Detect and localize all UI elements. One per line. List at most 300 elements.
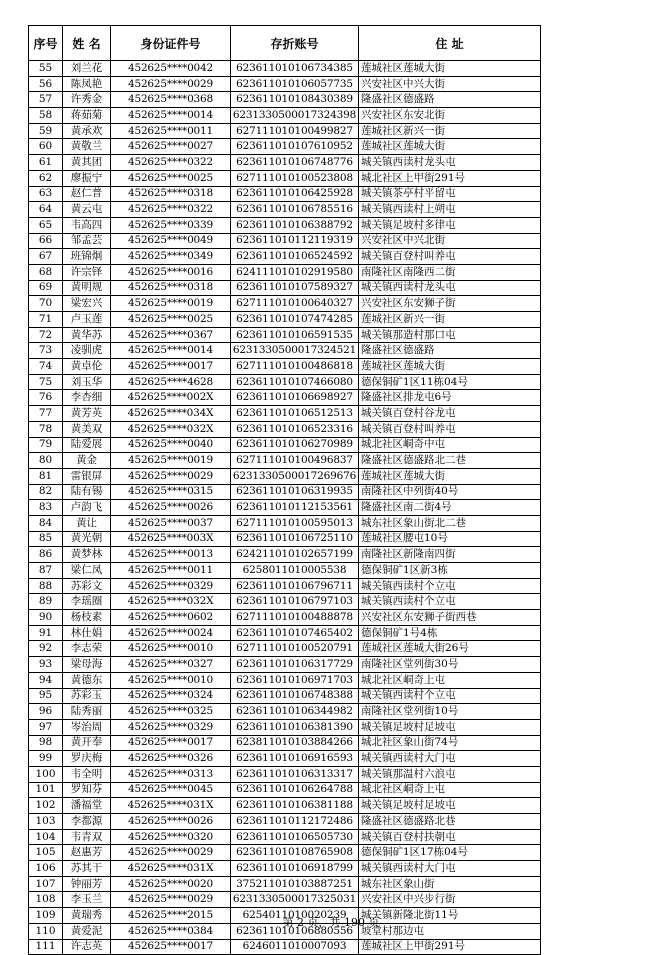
row-address: 城关镇西读村龙头屯	[359, 155, 541, 171]
row-seq: 97	[29, 719, 63, 735]
row-seq: 64	[29, 202, 63, 218]
row-id-number: 452625****0384	[111, 923, 231, 939]
row-name: 陆爱展	[63, 437, 111, 453]
row-account-number: 624111010102919580	[231, 264, 359, 280]
row-name: 韦高四	[63, 217, 111, 233]
row-name: 潘福堂	[63, 798, 111, 814]
row-account-number: 627111010100499827	[231, 123, 359, 139]
row-id-number: 452625****0326	[111, 751, 231, 767]
table-row	[29, 421, 541, 437]
table-row	[29, 155, 541, 171]
row-account-number: 6231330500017269676	[231, 468, 359, 484]
row-name: 梁仁凤	[63, 563, 111, 579]
row-seq: 94	[29, 672, 63, 688]
row-seq: 89	[29, 594, 63, 610]
row-account-number: 623611010106734385	[231, 61, 359, 77]
data-table	[28, 25, 541, 955]
row-name: 黄明规	[63, 280, 111, 296]
row-id-number: 452625****0020	[111, 876, 231, 892]
row-seq: 81	[29, 468, 63, 484]
row-name: 廖振宁	[63, 170, 111, 186]
row-address: 城关镇百登村扶朝屯	[359, 829, 541, 845]
row-account-number: 623611010106381188	[231, 798, 359, 814]
row-seq: 70	[29, 296, 63, 312]
row-address: 兴安社区东安狮子街西巷	[359, 610, 541, 626]
row-seq: 105	[29, 845, 63, 861]
row-account-number: 623611010107610952	[231, 139, 359, 155]
row-address: 城关镇百登村叫养屯	[359, 421, 541, 437]
row-id-number: 452625****0322	[111, 202, 231, 218]
row-name: 韦青双	[63, 829, 111, 845]
row-name: 雷银屏	[63, 468, 111, 484]
row-address: 隆盛社区排龙屯6号	[359, 390, 541, 406]
header-row	[29, 26, 541, 61]
row-account-number: 623611010106916593	[231, 751, 359, 767]
row-account-number: 624211010102657199	[231, 547, 359, 563]
header-seq: 序号	[29, 26, 63, 61]
row-address: 城关镇西读村个立屯	[359, 688, 541, 704]
row-seq: 62	[29, 170, 63, 186]
row-id-number: 452625****0315	[111, 484, 231, 500]
row-id-number: 452625****0029	[111, 468, 231, 484]
row-name: 李志荣	[63, 641, 111, 657]
row-address: 城北社区上甲街291号	[359, 170, 541, 186]
row-account-number: 623611010106796711	[231, 578, 359, 594]
row-address: 莲城社区莲城大街	[359, 468, 541, 484]
row-account-number: 623611010106591535	[231, 327, 359, 343]
row-account-number: 623611010106319935	[231, 484, 359, 500]
row-account-number: 627111010100488878	[231, 610, 359, 626]
header-address: 住 址	[359, 26, 541, 61]
table-row	[29, 312, 541, 328]
row-account-number: 6231330500017325031	[231, 892, 359, 908]
row-seq: 75	[29, 374, 63, 390]
row-address: 城关镇西读村上朔屯	[359, 202, 541, 218]
row-seq: 61	[29, 155, 63, 171]
row-address: 城关镇新隆北街11号	[359, 908, 541, 924]
row-account-number: 627111010100595013	[231, 515, 359, 531]
row-name: 黄美双	[63, 421, 111, 437]
row-name: 许志英	[63, 939, 111, 955]
table-row	[29, 876, 541, 892]
row-name: 黄芳英	[63, 406, 111, 422]
row-seq: 87	[29, 563, 63, 579]
table-row	[29, 500, 541, 516]
row-id-number: 452625****0049	[111, 233, 231, 249]
row-name: 赵仁普	[63, 186, 111, 202]
row-name: 苏彩文	[63, 578, 111, 594]
table-row	[29, 327, 541, 343]
table-row	[29, 484, 541, 500]
row-id-number: 452625****0017	[111, 359, 231, 375]
table-row	[29, 359, 541, 375]
row-account-number: 623611010106057735	[231, 76, 359, 92]
row-name: 罗庆梅	[63, 751, 111, 767]
row-address: 德保铜矿1区新3栋	[359, 563, 541, 579]
row-seq: 88	[29, 578, 63, 594]
table-row	[29, 76, 541, 92]
row-seq: 103	[29, 814, 63, 830]
table-row	[29, 61, 541, 77]
row-name: 黄其团	[63, 155, 111, 171]
row-seq: 84	[29, 515, 63, 531]
row-address: 南隆社区中列街40号	[359, 484, 541, 500]
table-row	[29, 704, 541, 720]
table-row	[29, 594, 541, 610]
row-seq: 101	[29, 782, 63, 798]
row-id-number: 452625****0017	[111, 939, 231, 955]
row-account-number: 623611010106313317	[231, 766, 359, 782]
table-row	[29, 657, 541, 673]
row-seq: 57	[29, 92, 63, 108]
row-name: 罗知芬	[63, 782, 111, 798]
row-seq: 77	[29, 406, 63, 422]
row-account-number: 623611010112153561	[231, 500, 359, 516]
row-id-number: 452625****034X	[111, 406, 231, 422]
table-row	[29, 406, 541, 422]
row-address: 城关镇足坡村多律屯	[359, 217, 541, 233]
row-account-number: 623611010106344982	[231, 704, 359, 720]
row-seq: 71	[29, 312, 63, 328]
row-address: 城关镇西读村龙头屯	[359, 280, 541, 296]
row-address: 兴安社区中兴大街	[359, 76, 541, 92]
row-id-number: 452625****0320	[111, 829, 231, 845]
row-name: 黄金	[63, 453, 111, 469]
row-address: 城北社区象山街74号	[359, 735, 541, 751]
row-seq: 60	[29, 139, 63, 155]
row-name: 陆秀丽	[63, 704, 111, 720]
row-id-number: 452625****002X	[111, 390, 231, 406]
row-name: 卢韵飞	[63, 500, 111, 516]
row-address: 南隆社区新隆南四街	[359, 547, 541, 563]
row-name: 黄让	[63, 515, 111, 531]
row-name: 黄光朝	[63, 531, 111, 547]
row-account-number: 623611010106698927	[231, 390, 359, 406]
row-address: 城关镇那温村六浪屯	[359, 766, 541, 782]
row-account-number: 623611010107466080	[231, 374, 359, 390]
row-account-number: 623611010106512513	[231, 406, 359, 422]
row-id-number: 452625****0026	[111, 814, 231, 830]
row-account-number: 623611010106425928	[231, 186, 359, 202]
row-account-number: 623611010106505730	[231, 829, 359, 845]
row-seq: 106	[29, 861, 63, 877]
row-name: 钟丽芳	[63, 876, 111, 892]
row-account-number: 627111010100486818	[231, 359, 359, 375]
row-address: 莲城社区上甲街291号	[359, 939, 541, 955]
row-seq: 69	[29, 280, 63, 296]
row-id-number: 452625****0318	[111, 280, 231, 296]
row-id-number: 452625****0027	[111, 139, 231, 155]
row-name: 黄梦林	[63, 547, 111, 563]
row-seq: 65	[29, 217, 63, 233]
row-id-number: 452625****0037	[111, 515, 231, 531]
row-address: 南隆社区堂列街30号	[359, 657, 541, 673]
row-address: 兴安社区东安北街	[359, 108, 541, 124]
row-account-number: 623611010106785516	[231, 202, 359, 218]
row-name: 赵惠芳	[63, 845, 111, 861]
table-row	[29, 782, 541, 798]
row-address: 隆盛社区德盛路	[359, 92, 541, 108]
row-seq: 102	[29, 798, 63, 814]
row-name: 韦全明	[63, 766, 111, 782]
row-id-number: 452625****0017	[111, 735, 231, 751]
row-name: 杨枝素	[63, 610, 111, 626]
row-name: 许秀金	[63, 92, 111, 108]
table-row	[29, 468, 541, 484]
row-name: 苏彩玉	[63, 688, 111, 704]
table-row	[29, 672, 541, 688]
row-address: 莲城社区莲城大街	[359, 139, 541, 155]
row-id-number: 452625****0040	[111, 437, 231, 453]
row-seq: 109	[29, 908, 63, 924]
table-row	[29, 123, 541, 139]
row-name: 许宗铎	[63, 264, 111, 280]
row-seq: 66	[29, 233, 63, 249]
row-seq: 108	[29, 892, 63, 908]
row-account-number: 623611010108765908	[231, 845, 359, 861]
row-name: 凌驯虎	[63, 343, 111, 359]
row-account-number: 627111010100496837	[231, 453, 359, 469]
row-address: 城北社区峒奇中屯	[359, 437, 541, 453]
row-name: 李都源	[63, 814, 111, 830]
row-name: 陆有锡	[63, 484, 111, 500]
table-row	[29, 766, 541, 782]
row-name: 陈凤艳	[63, 76, 111, 92]
row-id-number: 452625****0011	[111, 123, 231, 139]
row-account-number: 623611010106264788	[231, 782, 359, 798]
row-id-number: 452625****0339	[111, 217, 231, 233]
row-seq: 72	[29, 327, 63, 343]
row-seq: 79	[29, 437, 63, 453]
row-name: 黄瑞秀	[63, 908, 111, 924]
row-seq: 95	[29, 688, 63, 704]
row-seq: 98	[29, 735, 63, 751]
table-row	[29, 829, 541, 845]
row-id-number: 452625****0025	[111, 312, 231, 328]
row-address: 莲城社区新兴一街	[359, 123, 541, 139]
row-address: 兴安社区东安狮子街	[359, 296, 541, 312]
row-seq: 93	[29, 657, 63, 673]
row-account-number: 6246011010007093	[231, 939, 359, 955]
row-id-number: 452625****0026	[111, 500, 231, 516]
row-id-number: 452625****032X	[111, 421, 231, 437]
row-id-number: 452625****0324	[111, 688, 231, 704]
row-id-number: 452625****0329	[111, 719, 231, 735]
table-row	[29, 625, 541, 641]
row-id-number: 452625****2015	[111, 908, 231, 924]
table-row	[29, 719, 541, 735]
row-seq: 104	[29, 829, 63, 845]
row-seq: 90	[29, 610, 63, 626]
row-id-number: 452625****003X	[111, 531, 231, 547]
row-id-number: 452625****4628	[111, 374, 231, 390]
row-address: 城北社区峒奇上屯	[359, 672, 541, 688]
row-id-number: 452625****0011	[111, 563, 231, 579]
row-seq: 67	[29, 249, 63, 265]
row-account-number: 623611010106388792	[231, 217, 359, 233]
row-id-number: 452625****0349	[111, 249, 231, 265]
row-id-number: 452625****0325	[111, 704, 231, 720]
row-id-number: 452625****0329	[111, 578, 231, 594]
row-name: 班锦炯	[63, 249, 111, 265]
row-id-number: 452625****0029	[111, 76, 231, 92]
row-account-number: 623611010112172486	[231, 814, 359, 830]
row-address: 城关镇百登村谷龙屯	[359, 406, 541, 422]
row-name: 黄云屯	[63, 202, 111, 218]
table-row	[29, 939, 541, 955]
table-row	[29, 296, 541, 312]
row-account-number: 375211010103887251	[231, 876, 359, 892]
row-name: 黄爱泥	[63, 923, 111, 939]
row-id-number: 452625****032X	[111, 594, 231, 610]
row-account-number: 623611010106918799	[231, 861, 359, 877]
row-account-number: 623611010106524592	[231, 249, 359, 265]
row-seq: 107	[29, 876, 63, 892]
row-account-number: 623611010106270989	[231, 437, 359, 453]
row-name: 黄承欢	[63, 123, 111, 139]
row-id-number: 452625****0602	[111, 610, 231, 626]
table-row	[29, 374, 541, 390]
row-id-number: 452625****031X	[111, 861, 231, 877]
row-account-number: 623611010107465402	[231, 625, 359, 641]
row-name: 刘兰花	[63, 61, 111, 77]
row-id-number: 452625****0014	[111, 108, 231, 124]
row-account-number: 627111010100520791	[231, 641, 359, 657]
row-seq: 56	[29, 76, 63, 92]
row-account-number: 623611010106725110	[231, 531, 359, 547]
row-address: 南隆社区堂列街10号	[359, 704, 541, 720]
row-seq: 68	[29, 264, 63, 280]
row-id-number: 452625****0019	[111, 296, 231, 312]
row-name: 苏其干	[63, 861, 111, 877]
row-address: 兴安社区中兴步行街	[359, 892, 541, 908]
row-address: 城北社区峒奇上屯	[359, 782, 541, 798]
row-seq: 96	[29, 704, 63, 720]
row-id-number: 452625****0014	[111, 343, 231, 359]
row-id-number: 452625****0010	[111, 672, 231, 688]
row-seq: 86	[29, 547, 63, 563]
row-address: 城关镇足坡村足坡屯	[359, 719, 541, 735]
row-id-number: 452625****0019	[111, 453, 231, 469]
row-name: 李杏细	[63, 390, 111, 406]
table-row	[29, 108, 541, 124]
row-account-number: 623611010106971703	[231, 672, 359, 688]
page-footer: 第 2 页，共 190 页	[282, 916, 380, 929]
table-row	[29, 92, 541, 108]
row-address: 城东社区象山街	[359, 876, 541, 892]
row-address: 南隆社区南隆西二街	[359, 264, 541, 280]
row-id-number: 452625****0024	[111, 625, 231, 641]
row-seq: 82	[29, 484, 63, 500]
row-id-number: 452625****0045	[111, 782, 231, 798]
table-row	[29, 202, 541, 218]
row-name: 刘玉华	[63, 374, 111, 390]
row-address: 兴安社区中兴北街	[359, 233, 541, 249]
table-row	[29, 563, 541, 579]
row-address: 莲城社区腰屯10号	[359, 531, 541, 547]
table-row	[29, 343, 541, 359]
row-name: 李玉兰	[63, 892, 111, 908]
table-row	[29, 453, 541, 469]
row-address: 莲城社区新兴一街	[359, 312, 541, 328]
row-name: 蒋茹菊	[63, 108, 111, 124]
row-name: 岑治周	[63, 719, 111, 735]
row-name: 邹孟芸	[63, 233, 111, 249]
header-name: 姓 名	[63, 26, 111, 61]
row-account-number: 6231330500017324521	[231, 343, 359, 359]
row-account-number: 6254011010020239	[231, 908, 359, 924]
row-account-number: 623611010106748388	[231, 688, 359, 704]
table-row	[29, 139, 541, 155]
table-row	[29, 751, 541, 767]
table-row	[29, 798, 541, 814]
row-account-number: 6231330500017324398	[231, 108, 359, 124]
row-address: 隆盛社区南二街4号	[359, 500, 541, 516]
row-seq: 73	[29, 343, 63, 359]
row-id-number: 452625****0327	[111, 657, 231, 673]
row-address: 德保铜矿1区11栋04号	[359, 374, 541, 390]
row-id-number: 452625****0029	[111, 845, 231, 861]
row-name: 黄卓伦	[63, 359, 111, 375]
row-seq: 76	[29, 390, 63, 406]
table-row	[29, 861, 541, 877]
row-id-number: 452625****0313	[111, 766, 231, 782]
row-seq: 83	[29, 500, 63, 516]
row-address: 隆盛社区德盛路	[359, 343, 541, 359]
row-address: 城东社区象山街北二巷	[359, 515, 541, 531]
row-address: 坡堂村那边屯	[359, 923, 541, 939]
row-seq: 74	[29, 359, 63, 375]
row-seq: 110	[29, 923, 63, 939]
row-address: 城关镇西读村大门屯	[359, 751, 541, 767]
row-account-number: 623611010106381390	[231, 719, 359, 735]
table-row	[29, 390, 541, 406]
row-account-number: 623611010108430389	[231, 92, 359, 108]
row-seq: 85	[29, 531, 63, 547]
row-seq: 78	[29, 421, 63, 437]
row-id-number: 452625****0016	[111, 264, 231, 280]
row-address: 城关镇那造村那口屯	[359, 327, 541, 343]
table-row	[29, 437, 541, 453]
row-name: 林仕娟	[63, 625, 111, 641]
table-row	[29, 610, 541, 626]
row-account-number: 623611010106748776	[231, 155, 359, 171]
table-row	[29, 170, 541, 186]
table-row	[29, 892, 541, 908]
row-address: 城关镇足坡村足坡屯	[359, 798, 541, 814]
row-name: 李瑶圈	[63, 594, 111, 610]
row-id-number: 452625****0368	[111, 92, 231, 108]
row-name: 卢玉莲	[63, 312, 111, 328]
row-address: 德保铜矿1区17栋04号	[359, 845, 541, 861]
row-address: 莲城社区莲城大街26号	[359, 641, 541, 657]
row-account-number: 627111010100523808	[231, 170, 359, 186]
table-row	[29, 233, 541, 249]
row-seq: 55	[29, 61, 63, 77]
table-row	[29, 641, 541, 657]
table-row	[29, 186, 541, 202]
row-id-number: 452625****0029	[111, 892, 231, 908]
row-account-number: 623611010106880556	[231, 923, 359, 939]
row-address: 隆盛社区德盛路北巷	[359, 814, 541, 830]
row-name: 黄开奉	[63, 735, 111, 751]
table-row	[29, 264, 541, 280]
table-row	[29, 578, 541, 594]
row-seq: 92	[29, 641, 63, 657]
row-address: 城关镇西读村大门屯	[359, 861, 541, 877]
table-row	[29, 280, 541, 296]
row-address: 城关镇茶亭村平留屯	[359, 186, 541, 202]
